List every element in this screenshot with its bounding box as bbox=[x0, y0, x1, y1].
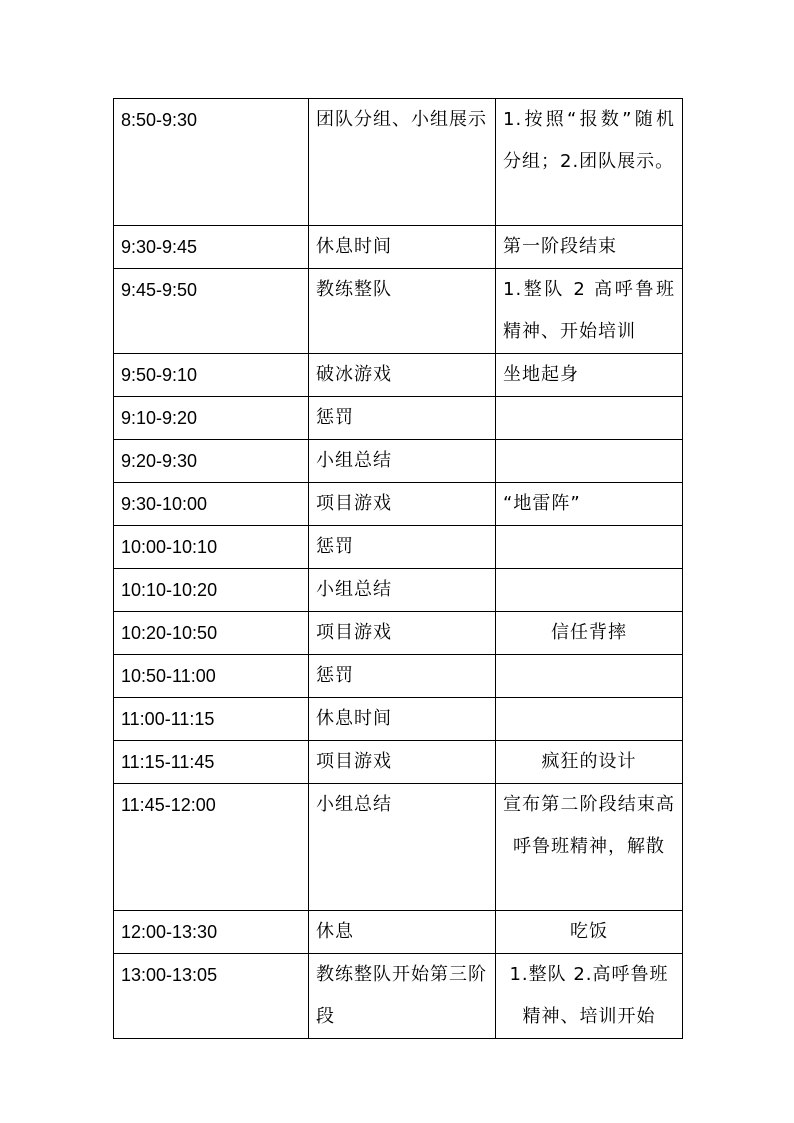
table-row bbox=[114, 954, 683, 1039]
table-row bbox=[114, 226, 683, 269]
time-cell: 13:00-13:05 bbox=[114, 954, 309, 1039]
time-cell: 9:30-9:45 bbox=[114, 226, 309, 269]
activity-cell: 破冰游戏 bbox=[309, 354, 496, 397]
note-cell bbox=[496, 698, 683, 741]
schedule-table bbox=[113, 98, 683, 1039]
activity-cell: 小组总结 bbox=[309, 784, 496, 911]
time-cell: 10:20-10:50 bbox=[114, 612, 309, 655]
activity-cell: 教练整队开始第三阶段 bbox=[309, 954, 496, 1039]
time-cell: 9:10-9:20 bbox=[114, 397, 309, 440]
activity-cell: 休息时间 bbox=[309, 226, 496, 269]
table-row bbox=[114, 526, 683, 569]
note-cell bbox=[496, 655, 683, 698]
time-cell: 9:45-9:50 bbox=[114, 269, 309, 354]
activity-cell: 教练整队 bbox=[309, 269, 496, 354]
activity-cell: 休息 bbox=[309, 911, 496, 954]
note-cell: 宣布第二阶段结束高呼鲁班精神，解散 bbox=[496, 784, 683, 911]
note-cell: 1.按照“报数”随机分组；2.团队展示。 bbox=[496, 99, 683, 226]
note-cell: 第一阶段结束 bbox=[496, 226, 683, 269]
table-row bbox=[114, 741, 683, 784]
note-cell: 坐地起身 bbox=[496, 354, 683, 397]
time-cell: 9:30-10:00 bbox=[114, 483, 309, 526]
table-row bbox=[114, 911, 683, 954]
note-cell: 吃饭 bbox=[496, 911, 683, 954]
activity-cell: 休息时间 bbox=[309, 698, 496, 741]
activity-cell: 团队分组、小组展示 bbox=[309, 99, 496, 226]
time-cell: 11:45-12:00 bbox=[114, 784, 309, 911]
activity-cell: 小组总结 bbox=[309, 440, 496, 483]
activity-cell: 小组总结 bbox=[309, 569, 496, 612]
note-cell: 1.整队 2 高呼鲁班精神、开始培训 bbox=[496, 269, 683, 354]
time-cell: 9:20-9:30 bbox=[114, 440, 309, 483]
table-row bbox=[114, 655, 683, 698]
note-cell: 信任背摔 bbox=[496, 612, 683, 655]
activity-cell: 项目游戏 bbox=[309, 741, 496, 784]
note-cell: 1.整队 2.高呼鲁班精神、培训开始 bbox=[496, 954, 683, 1039]
activity-cell: 惩罚 bbox=[309, 397, 496, 440]
activity-cell: 惩罚 bbox=[309, 655, 496, 698]
table-row bbox=[114, 612, 683, 655]
time-cell: 8:50-9:30 bbox=[114, 99, 309, 226]
time-cell: 10:10-10:20 bbox=[114, 569, 309, 612]
time-cell: 10:00-10:10 bbox=[114, 526, 309, 569]
table-row bbox=[114, 354, 683, 397]
table-row bbox=[114, 397, 683, 440]
note-cell bbox=[496, 569, 683, 612]
note-cell bbox=[496, 397, 683, 440]
time-cell: 11:15-11:45 bbox=[114, 741, 309, 784]
note-cell: “地雷阵” bbox=[496, 483, 683, 526]
time-cell: 10:50-11:00 bbox=[114, 655, 309, 698]
note-cell bbox=[496, 440, 683, 483]
table-row bbox=[114, 269, 683, 354]
note-cell bbox=[496, 526, 683, 569]
note-cell: 疯狂的设计 bbox=[496, 741, 683, 784]
table-row bbox=[114, 784, 683, 911]
time-cell: 12:00-13:30 bbox=[114, 911, 309, 954]
activity-cell: 惩罚 bbox=[309, 526, 496, 569]
activity-cell: 项目游戏 bbox=[309, 612, 496, 655]
activity-cell: 项目游戏 bbox=[309, 483, 496, 526]
time-cell: 9:50-9:10 bbox=[114, 354, 309, 397]
table-row bbox=[114, 569, 683, 612]
time-cell: 11:00-11:15 bbox=[114, 698, 309, 741]
table-row bbox=[114, 99, 683, 226]
table-row bbox=[114, 440, 683, 483]
table-row bbox=[114, 698, 683, 741]
table-row bbox=[114, 483, 683, 526]
